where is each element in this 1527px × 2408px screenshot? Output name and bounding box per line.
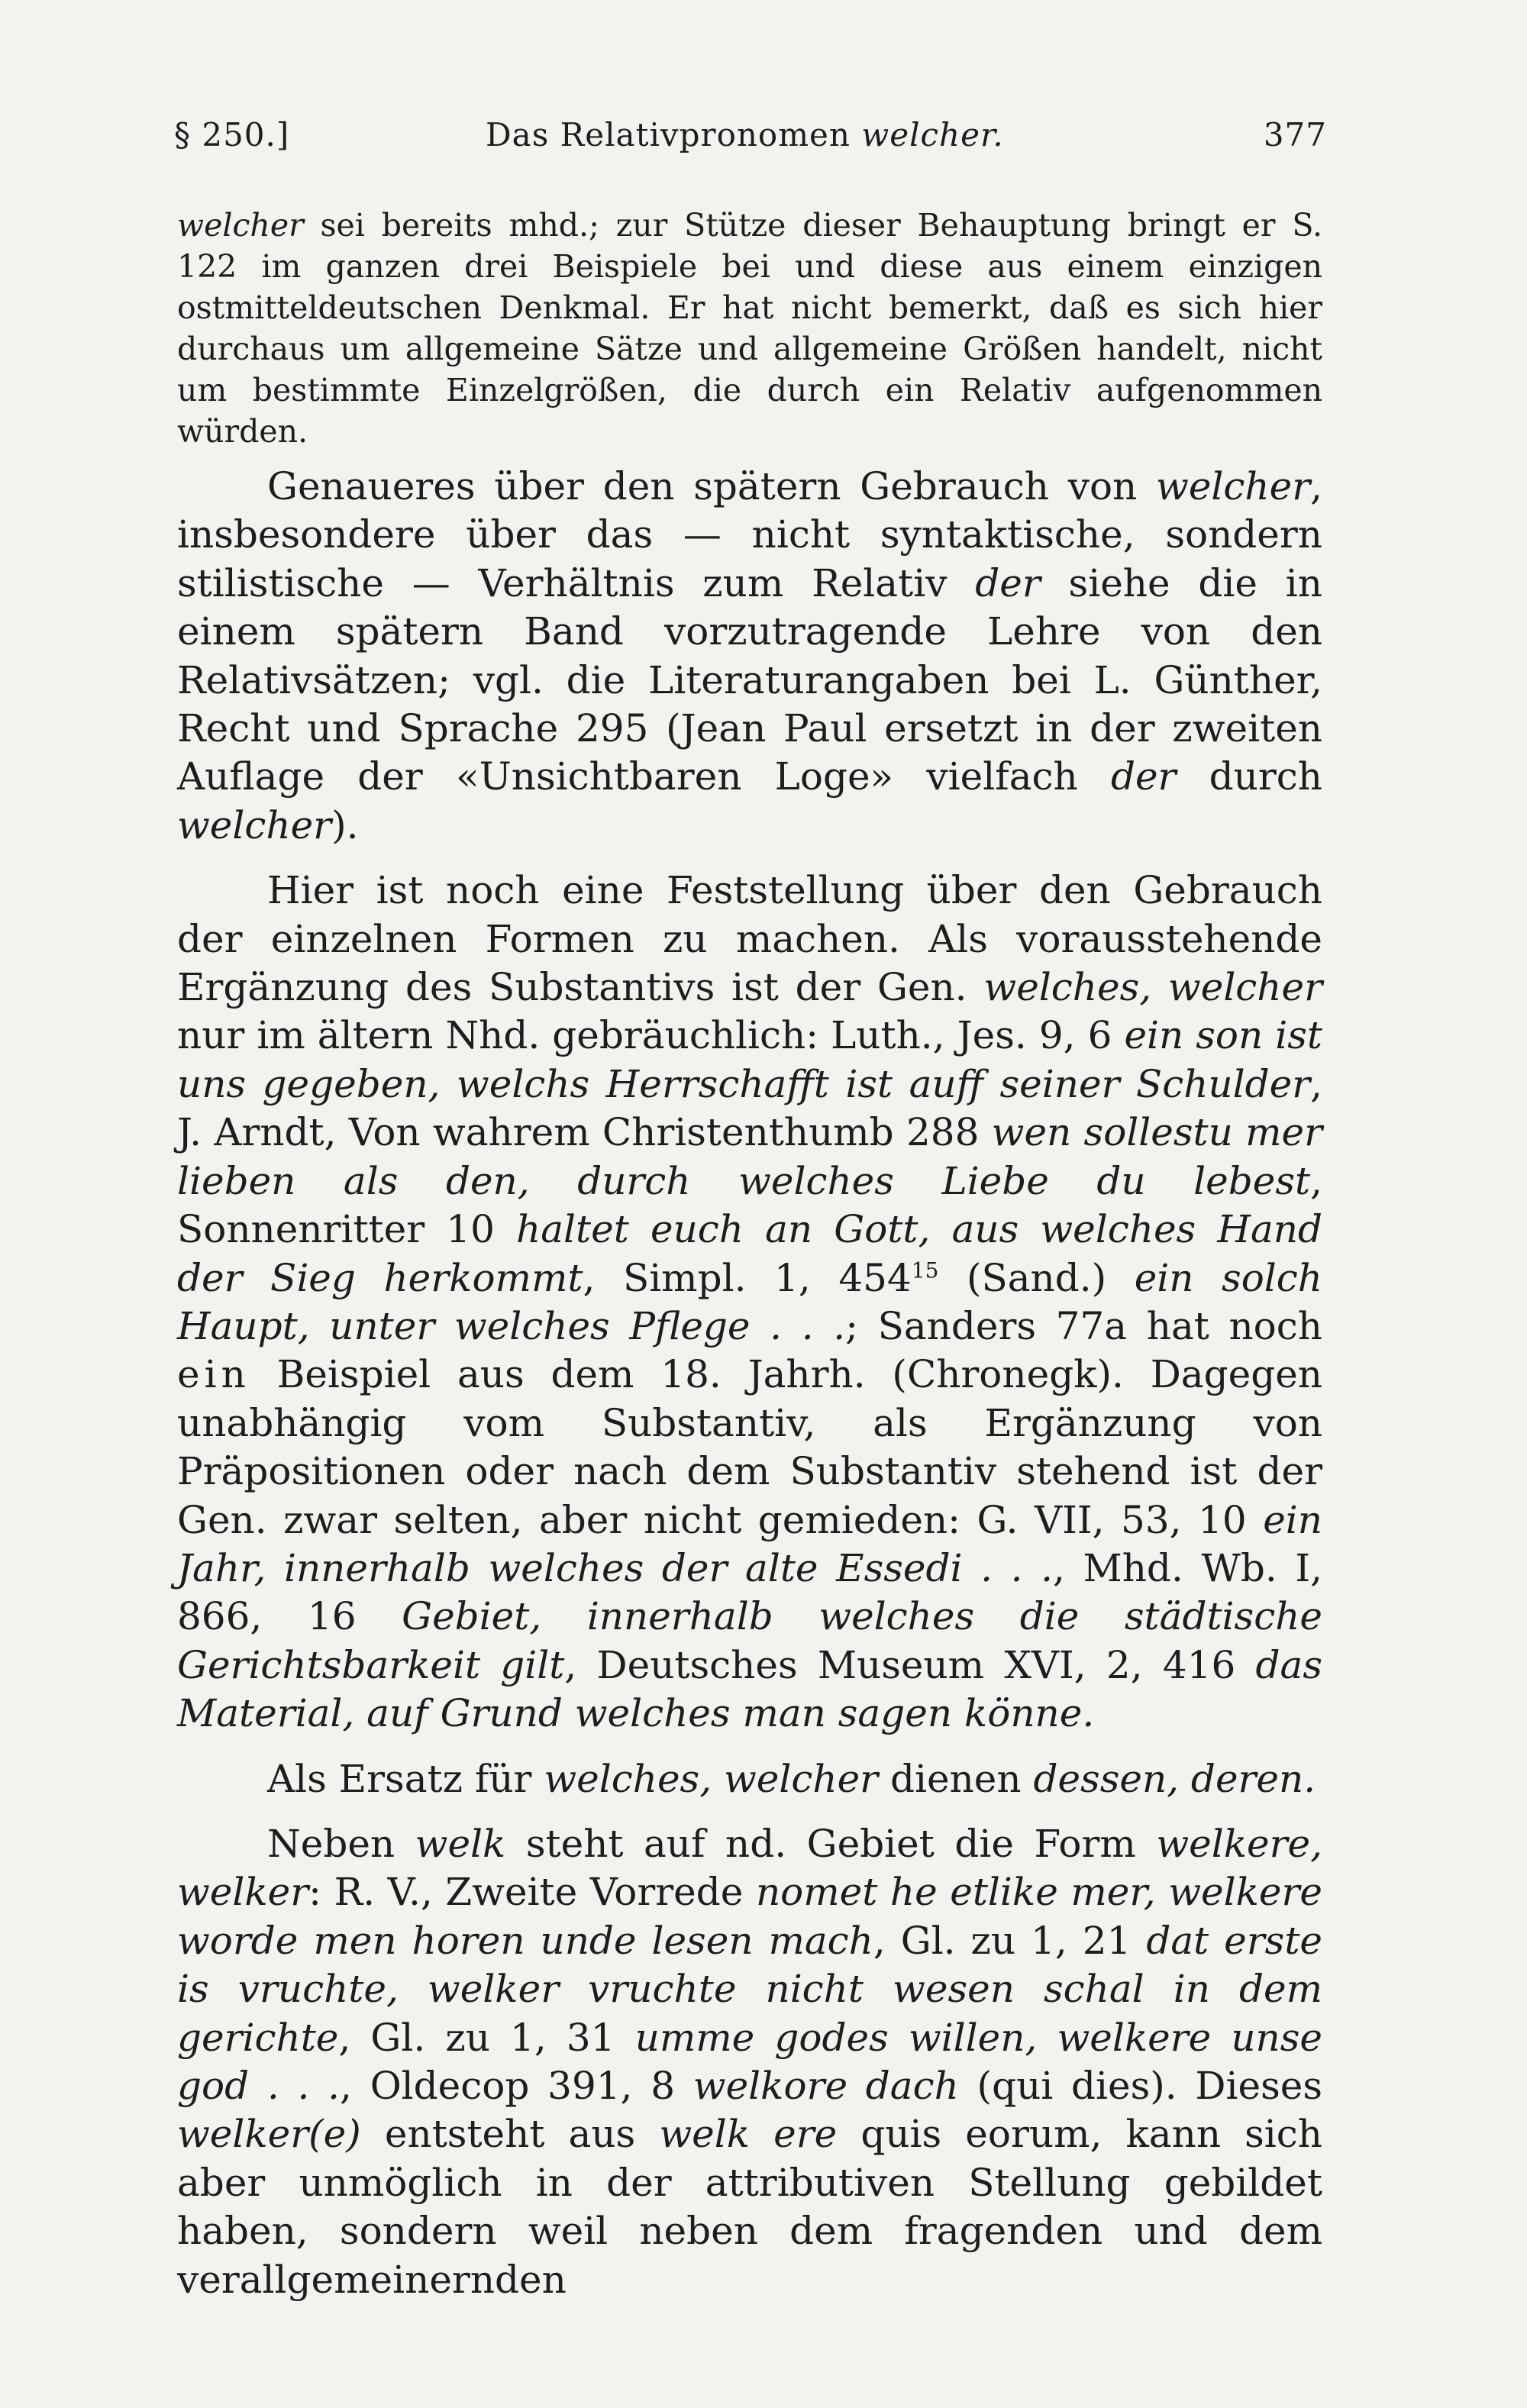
text-run: siehe die in einem spätern Band vorzutragende Lehre von den Relativsätzen; vgl. die Literaturangaben bei L. Günther, Recht und Sprache 295 (Jean Paul ersetzt in der zweiten Auflage der «Unsichtbaren Loge» vielfach	[177, 560, 1322, 799]
italic-text: der	[1110, 754, 1177, 799]
italic-text: welcher	[177, 207, 304, 244]
running-header	[174, 116, 1327, 169]
paragraph	[177, 867, 1322, 1738]
italic-text: welches, welcher	[544, 1756, 879, 1801]
italic-text: dessen, deren.	[1033, 1756, 1316, 1801]
text-run: (qui dies). Dieses	[958, 2064, 1322, 2108]
italic-text: welkere, welker	[177, 1821, 1322, 1915]
text-run: Als Ersatz für	[267, 1756, 544, 1801]
text-run: , J. Arndt, Von wahrem Christenthumb 288	[177, 1061, 1322, 1155]
page-number: 377	[1263, 116, 1327, 153]
text-run: , Oldecop 391, 8	[340, 2064, 693, 2108]
section-marker: § 250.]	[174, 116, 290, 153]
text-run: quis eorum, kann sich aber unmöglich in der attributiven Stellung gebildet haben, sondern weil neben dem fragenden und dem verallgemeinernden	[177, 2112, 1322, 2302]
main-text	[177, 463, 1322, 2304]
italic-text: ein son ist uns gegeben, welchs Herrschafft ist auff seiner Schulder	[177, 1013, 1323, 1106]
text-run: dienen	[878, 1756, 1034, 1801]
text-run: (Sand.)	[938, 1255, 1135, 1300]
text-run: entsteht aus	[360, 2112, 660, 2157]
text-run: Genaueres über den spätern Gebrauch von	[267, 464, 1157, 508]
italic-text: nomet he etlike mer, welkere worde men horen unde lesen mach	[177, 1870, 1322, 1963]
text-run: , Gl. zu 1, 21	[873, 1918, 1147, 1963]
italic-text: Gebiet, innerhalb welches die städtische Gerichtsbarkeit gilt	[177, 1594, 1322, 1687]
text-run: : R. V., Zweite Vorrede	[308, 1870, 756, 1915]
text-run: durch	[1176, 754, 1322, 799]
italic-text: der	[975, 560, 1041, 605]
italic-text: welcher	[1156, 464, 1311, 508]
text-run: Beispiel aus dem 18. Jahrh. (Chronegk). Dagegen unabhängig vom Substantiv, als Ergänzung von Präpositionen oder nach dem Substantiv stehend ist der Gen. zwar selten, aber nicht gemieden: G. VII, 53, 10	[177, 1352, 1322, 1542]
italic-text: dat erste is vruchte, welker vruchte nicht wesen schal in dem gerichte	[177, 1918, 1323, 2060]
italic-text: welches, welcher	[983, 965, 1323, 1010]
italic-text: welkore dach	[692, 2064, 959, 2108]
text-run: , Mhd. Wb. I, 866, 16	[177, 1545, 1322, 1639]
running-title	[486, 116, 1004, 153]
text-run: steht auf nd. Gebiet die Form	[505, 1821, 1157, 1866]
italic-text: das Material, auf Grund welches man sagen könne.	[177, 1642, 1323, 1736]
italic-text: welcher	[177, 802, 332, 847]
text-run: , Deutsches Museum XVI, 2, 416	[564, 1642, 1256, 1687]
paragraph	[177, 1820, 1322, 2304]
italic-text: haltet euch an Gott, aus welches Hand der Sieg herkommt	[177, 1207, 1322, 1300]
text-run: ).	[331, 802, 359, 847]
text-run: sei bereits mhd.; zur Stütze dieser Behauptung bringt er S. 122 im ganzen drei Beispiele bei und diese aus einem einzigen ostmitteldeutschen Denkmal. Er hat nicht bemerkt, daß es sich hier durchaus um allgemeine Sätze und allgemeine Größen handelt, nicht um bestimmte Einzelgrößen, die durch ein Relativ aufgenommen würden.	[177, 207, 1322, 450]
italic-text: ein solch Haupt, unter welches Pflege . . .	[177, 1255, 1323, 1348]
superscript: 15	[911, 1257, 939, 1283]
italic-text: welk	[415, 1821, 506, 1866]
italic-text: wen sollestu mer lieben als den, durch welches Liebe du lebest	[177, 1110, 1322, 1203]
running-title-text: Das Relativpronomen	[486, 116, 851, 153]
paragraph	[177, 463, 1322, 850]
text-run: ein	[177, 1352, 250, 1397]
italic-text: welk ere	[659, 2112, 838, 2157]
text-run: , Sonnenritter 10	[177, 1158, 1322, 1252]
running-title-italic: welcher.	[861, 116, 1004, 153]
text-run: ; Sanders 77a hat noch	[845, 1303, 1322, 1348]
text-run: , Simpl. 1, 454	[583, 1255, 912, 1300]
continuation-block	[177, 205, 1322, 452]
paragraph	[177, 1755, 1322, 1803]
text-run: , insbesondere über das — nicht syntaktische, sondern stilistische — Verhältnis zum Relativ	[177, 464, 1322, 605]
text-run: , Gl. zu 1, 31	[338, 2015, 635, 2060]
text-run: Hier ist noch eine Feststellung über den Gebrauch der einzelnen Formen zu machen. Als vorausstehende Ergänzung des Substantivs ist der Gen.	[177, 868, 1322, 1010]
text-run: Neben	[267, 1821, 415, 1866]
italic-text: ein Jahr, innerhalb welches der alte Essedi . . .	[177, 1497, 1322, 1590]
italic-text: welker(e)	[177, 2112, 361, 2157]
continuation-paragraph	[177, 205, 1322, 452]
text-run: nur im ältern Nhd. gebräuchlich: Luth., Jes. 9, 6	[177, 1013, 1125, 1058]
italic-text: umme godes willen, welkere unse god . . .	[177, 2015, 1322, 2108]
